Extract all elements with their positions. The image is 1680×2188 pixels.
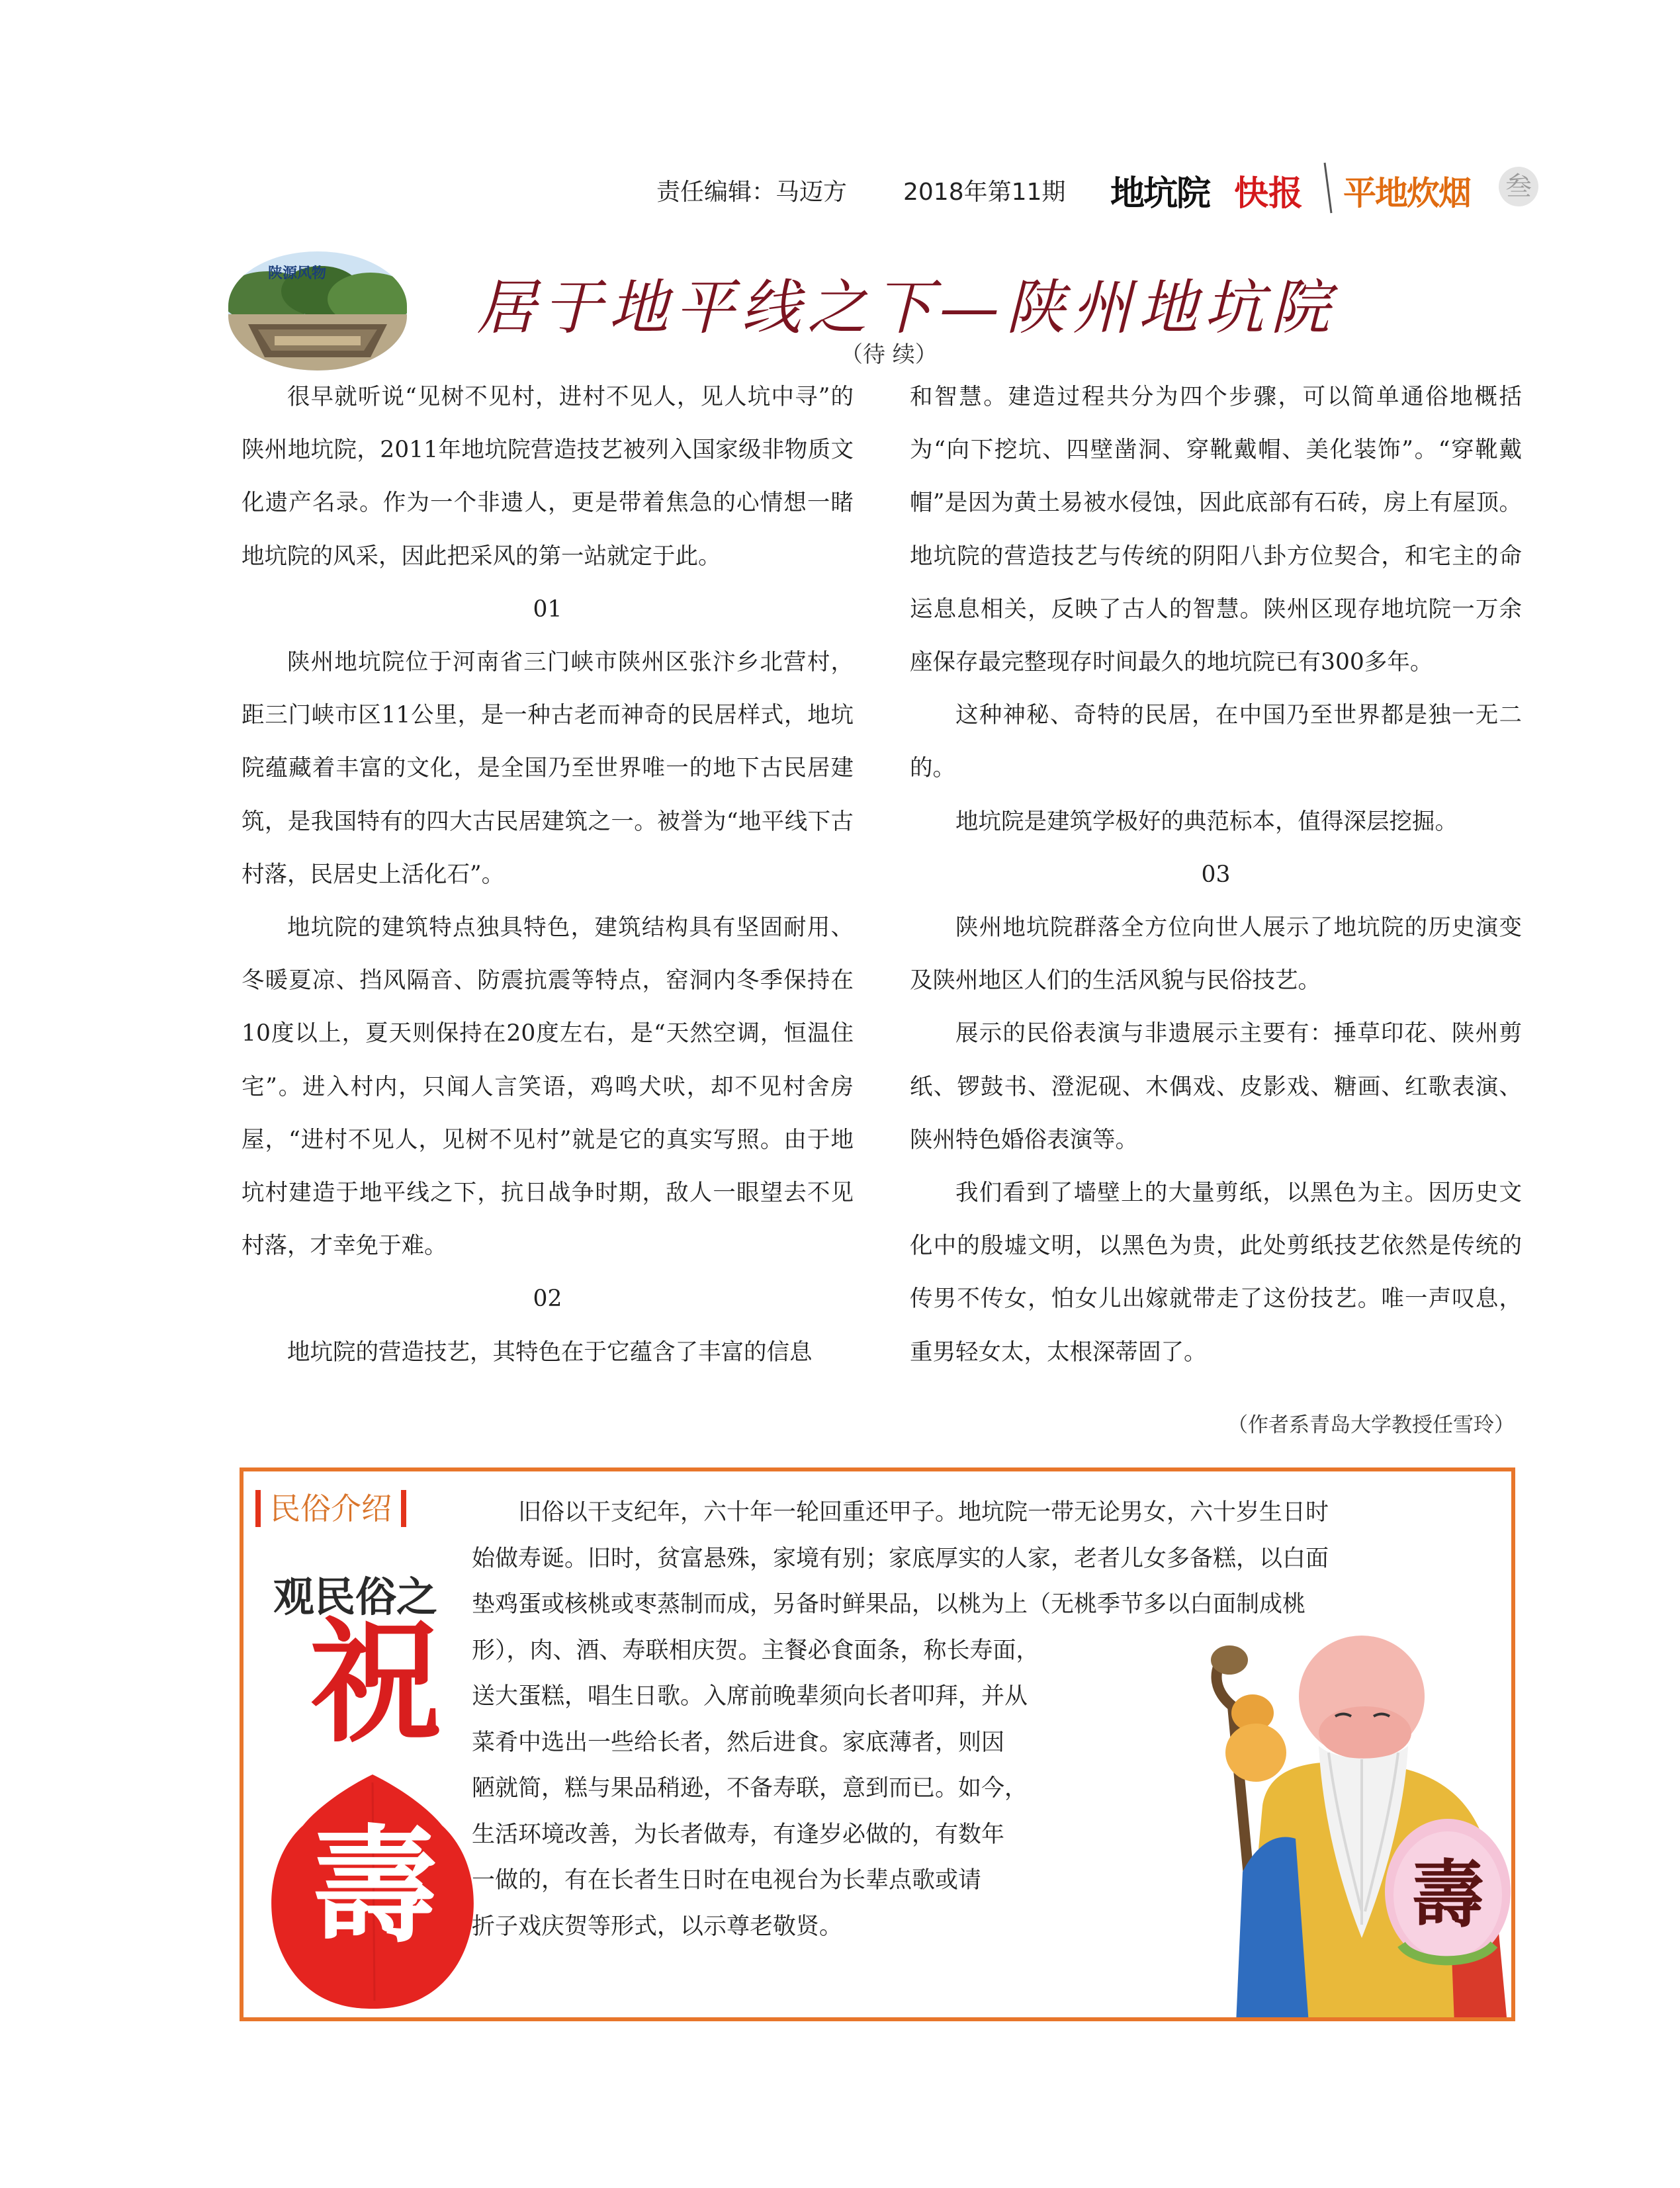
issue-number: 2018年第11期 — [903, 179, 1066, 206]
courtyard-photo — [228, 251, 407, 371]
folk-custom-box — [240, 1467, 1515, 2021]
box-text-line: 送大蛋糕，唱生日歌。入席前晚辈须向长者叩拜，并从 — [472, 1683, 1028, 1710]
article-title: 居于地平线之下—陕州地坑院 — [476, 273, 1337, 343]
box-text-line: 始做寿诞。旧时，贫富悬殊，家境有别；家底厚实的人家，老者儿女多备糕，以白面 — [472, 1545, 1329, 1572]
box-text-line: 菜肴中选出一些给长者，然后进食。家底薄者，则因 — [472, 1729, 1005, 1756]
longevity-god-icon — [1163, 1634, 1515, 2021]
box-text-line: 生活环境改善，为长者做寿，有逢岁必做的，有数年 — [472, 1821, 1005, 1848]
paragraph: 陕州地坑院群落全方位向世人展示了地坑院的历史演变及陕州地区人们的生活风貌与民俗技艺。 — [910, 914, 1522, 994]
editor-credit: 责任编辑：马迈方 — [656, 179, 848, 206]
box-text-line: 旧俗以干支纪年，六十年一轮回重还甲子。地坑院一带无论男女，六十岁生日时 — [518, 1499, 1329, 1526]
author-note: （作者系青岛大学教授任雪玲） — [1227, 1413, 1515, 1437]
paragraph: 很早就听说“见树不见村，进村不见人，见人坑中寻”的陕州地坑院，2011年地坑院营造技艺被列入国家级非物质文化遗产名录。作为一个非遗人，更是带着焦急的心情想一睹地坑院的风采，因此把采风的第一站就定于此。 — [242, 384, 854, 570]
peach-emblem — [263, 1763, 482, 2014]
article-column-right — [910, 371, 1522, 1379]
brand-highlight: 快报 — [1234, 174, 1304, 214]
box-heading: 观民俗之 — [273, 1573, 438, 1621]
big-zhu-character: 祝 — [310, 1605, 443, 1761]
paragraph: 展示的民俗表演与非遗展示主要有：捶草印花、陕州剪纸、锣鼓书、澄泥砚、木偶戏、皮影戏、糖画、红歌表演、陕州特色婚俗表演等。 — [910, 1020, 1522, 1153]
header-divider-icon — [1323, 161, 1333, 214]
section-number: 01 — [533, 595, 562, 623]
box-tag: 民俗介绍 — [255, 1490, 406, 1527]
section-number: 03 — [1201, 861, 1231, 888]
box-text-line: 一做的，有在长者生日时在电视台为长辈点歌或请 — [472, 1867, 982, 1894]
article-column-left — [242, 371, 854, 1379]
box-text-line: 折子戏庆贺等形式，以示尊老敬贤。 — [472, 1913, 843, 1940]
box-text-line: 垫鸡蛋或核桃或枣蒸制而成，另备时鲜果品，以桃为上（无桃季节多以白面制成桃 — [472, 1591, 1306, 1618]
box-text-line: 陋就简，糕与果品稍逊，不备寿联，意到而已。如今， — [472, 1775, 1028, 1802]
photo-caption: 陕源风物 — [268, 265, 327, 282]
brand-name: 地坑院 — [1110, 174, 1210, 214]
section-name: 平地炊烟 — [1343, 174, 1470, 212]
page-header — [635, 165, 1562, 218]
box-text-line: 形），肉、酒、寿联相庆贺。主餐必食面条，称长寿面， — [472, 1637, 1039, 1664]
paragraph: 我们看到了墙壁上的大量剪纸，以黑色为主。因历史文化中的殷墟文明，以黑色为贵，此处剪纸技艺依然是传统的传男不传女，怕女儿出嫁就带走了这份技艺。唯一声叹息，重男轻女太，太根深蒂固了。 — [910, 1180, 1522, 1366]
paragraph: 陕州地坑院位于河南省三门峡市陕州区张汴乡北营村，距三门峡市区11公里，是一种古老而神奇的民居样式，地坑院蕴藏着丰富的文化，是全国乃至世界唯一的地下古民居建筑，是我国特有的四大古民居建筑之一。被誉为“地平线下古村落，民居史上活化石”。 — [242, 649, 854, 888]
paragraph: 这种神秘、奇特的民居，在中国乃至世界都是独一无二的。 — [910, 702, 1522, 782]
paragraph: 地坑院是建筑学极好的典范标本，值得深层挖掘。 — [955, 808, 1458, 835]
paragraph-continued: 和智慧。建造过程共分为四个步骤，可以简单通俗地概括为“向下挖坑、四壁凿洞、穿靴戴帽、美化装饰”。“穿靴戴帽”是因为黄土易被水侵蚀，因此底部有石砖，房上有屋顶。地坑院的营造技艺与传统的阴阳八卦方位契合，和宅主的命运息息相关，反映了古人的智慧。陕州区现存地坑院一万余座保存最完整现存时间最久的地坑院已有300多年。 — [910, 384, 1522, 676]
page-number-badge: 叁 — [1499, 167, 1538, 206]
article-subtitle: （待 续） — [840, 341, 938, 368]
peach-shou-character: 壽 — [311, 1812, 437, 1960]
longevity-god-figure — [1163, 1634, 1515, 2021]
paragraph: 地坑院的建筑特点独具特色，建筑结构具有坚固耐用、冬暖夏凉、挡风隔音、防震抗震等特点，窑洞内冬季保持在10度以上，夏天则保持在20度左右，是“天然空调，恒温住宅”。进入村内，只闻人言笑语，鸡鸣犬吠，却不见村舍房屋，“进村不见人，见树不见村”就是它的真实写照。由于地坑村建造于地平线之下，抗日战争时期，敌人一眼望去不见村落，才幸免于难。 — [242, 914, 854, 1260]
section-number: 02 — [533, 1286, 562, 1313]
paragraph: 地坑院的营造技艺，其特色在于它蕴含了丰富的信息 — [287, 1338, 813, 1366]
figure-shou-character: 壽 — [1411, 1852, 1484, 1937]
